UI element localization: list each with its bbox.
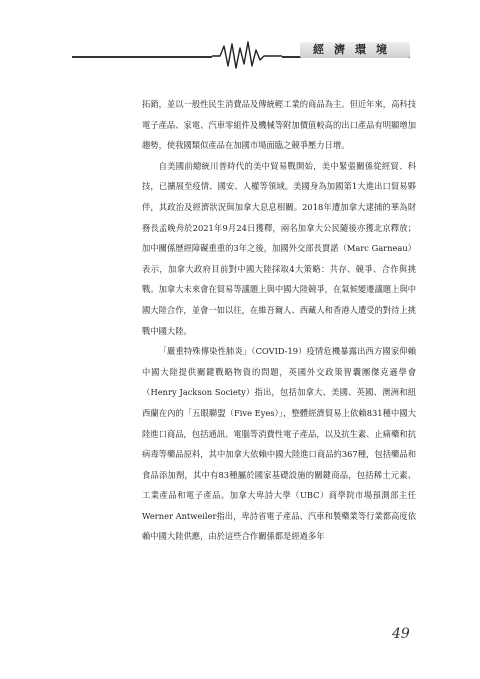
paragraph: 自美國前總統川普時代的美中貿易戰開始，美中緊張關係從經貿、科技，已擴展至疫情、國安、人權等領域。美國身為加國第1大進出口貿易夥伴，其政治及經濟狀況與加拿大息息相關。2018年遭加拿大逮捕的華為財務長孟晚舟於2021年9月24日獲釋，兩名加拿大公民隨後亦獲北京釋放；加中關係歷經障礙重重的3年之後，加國外交部長賈諾（Marc Garneau）表示，加拿大政府目前對中國大陸採取4大策略：共存、競爭、合作與挑戰。加拿大未來會在貿易等議題上與中國大陸競爭，在氣候變遷議題上與中國大陸合作，並會一如以往，在維吾爾人、西藏人和香港人遭受的對待上挑戰中國大陸。 bbox=[142, 160, 416, 336]
paragraph: 拓銷，並以一般性民生消費品及傳統輕工業的商品為主。但近年來，高科技電子產品、家電、汽車零組件及機械等附加價值較高的出口產品有明顯增加趨勢，使我國類似產品在加國市場面臨之競爭壓力日增。 bbox=[142, 99, 416, 151]
heartbeat-line-icon bbox=[212, 40, 282, 70]
body-text bbox=[142, 94, 416, 547]
page-header bbox=[0, 0, 480, 80]
page-number: 49 bbox=[392, 626, 410, 642]
paragraph: 「嚴重特殊傳染性肺炎」（COVID-19）疫情危機暴露出西方國家仰賴中國大陸提供關鍵戰略物資的問題，英國外交政策智囊團傑克遜學會（Henry Jackson Society）指出，包括加拿大、美國、英國、澳洲和紐西蘭在內的「五眼聯盟（Five Eyes）」，整體經濟貿易上依賴831種中國大陸進口商品，包括通訊、電腦等消費性電子產品，以及抗生素、止痛藥和抗病毒等藥品原料，其中加拿大依賴中國大陸進口商品約367種，包括藥品和食品添加劑，其中有83種屬於國家基礎設施的關鍵商品，包括稀土元素、工業產品和電子產品。加拿大卑詩大學（UBC）商學院市場預測部主任Werner Antweiler指出，卑詩省電子產品、汽車和製藥業等行業都高度依賴中國大陸供應，由於這些合作關係都是經過多年 bbox=[142, 346, 416, 542]
section-title: 經濟環境 bbox=[300, 42, 410, 58]
